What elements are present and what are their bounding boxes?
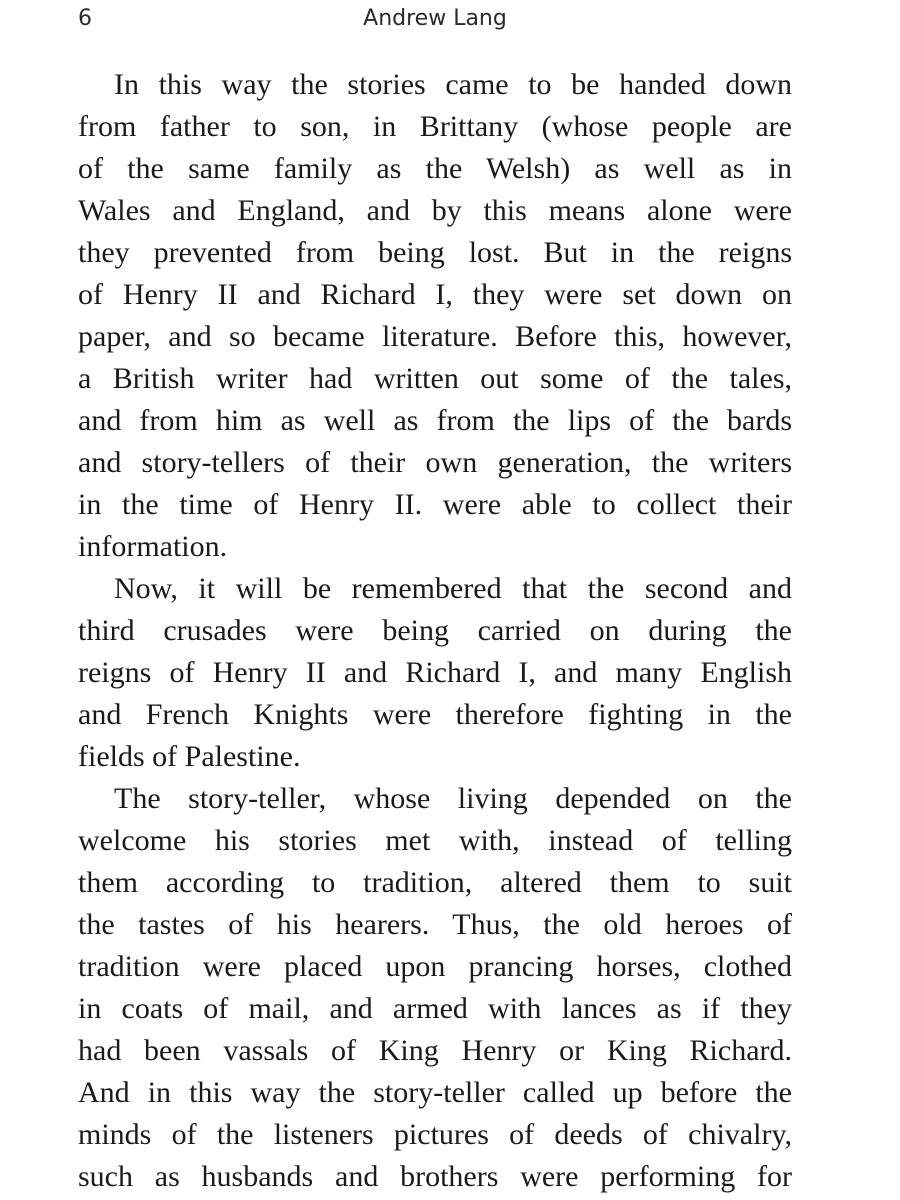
text-line: such as husbands and brothers were performing for [78,1160,792,1193]
text-line: The story-teller, whose living depended on the [114,782,792,815]
paragraph-2 [78,568,792,778]
text-line: and from him as well as from the lips of the bards [78,404,792,437]
text-line: reigns of Henry II and Richard I, and many English [78,656,792,689]
text-line: In this way the stories came to be handed down [114,68,792,101]
text-line: a British writer had written out some of the tales, [78,362,792,395]
text-line: Wales and England, and by this means alone were [78,194,792,227]
text-line: And in this way the story-teller called up before the [78,1076,792,1109]
text-line: and French Knights were therefore fighting in the [78,698,792,731]
text-line: minds of the listeners pictures of deeds of chivalry, [78,1118,792,1151]
text-line: of Henry II and Richard I, they were set down on [78,278,792,311]
text-line: of the same family as the Welsh) as well as in [78,152,792,185]
text-line: fields of Palestine. [78,740,301,773]
text-line: had been vassals of King Henry or King Richard. [78,1034,792,1067]
page-number: 6 [78,6,92,31]
running-title: Andrew Lang [363,6,507,31]
paragraph-1 [78,64,792,568]
text-line: from father to son, in Brittany (whose people are [78,110,792,143]
text-line: Now, it will be remembered that the second and [114,572,792,605]
text-line: them according to tradition, altered them to suit [78,866,792,899]
text-line: information. [78,530,228,563]
text-line: third crusades were being carried on during the [78,614,792,647]
paragraph-3 [78,778,792,1198]
text-line: and story-tellers of their own generation, the writers [78,446,792,479]
text-line: in coats of mail, and armed with lances as if they [78,992,792,1025]
text-line: tradition were placed upon prancing horses, clothed [78,950,792,983]
text-line: in the time of Henry II. were able to collect their [78,488,792,521]
running-head [0,6,900,40]
text-line: welcome his stories met with, instead of telling [78,824,792,857]
text-line: paper, and so became literature. Before this, however, [78,320,792,353]
body-text [78,64,792,1198]
text-line: they prevented from being lost. But in the reigns [78,236,792,269]
text-line: the tastes of his hearers. Thus, the old heroes of [78,908,792,941]
